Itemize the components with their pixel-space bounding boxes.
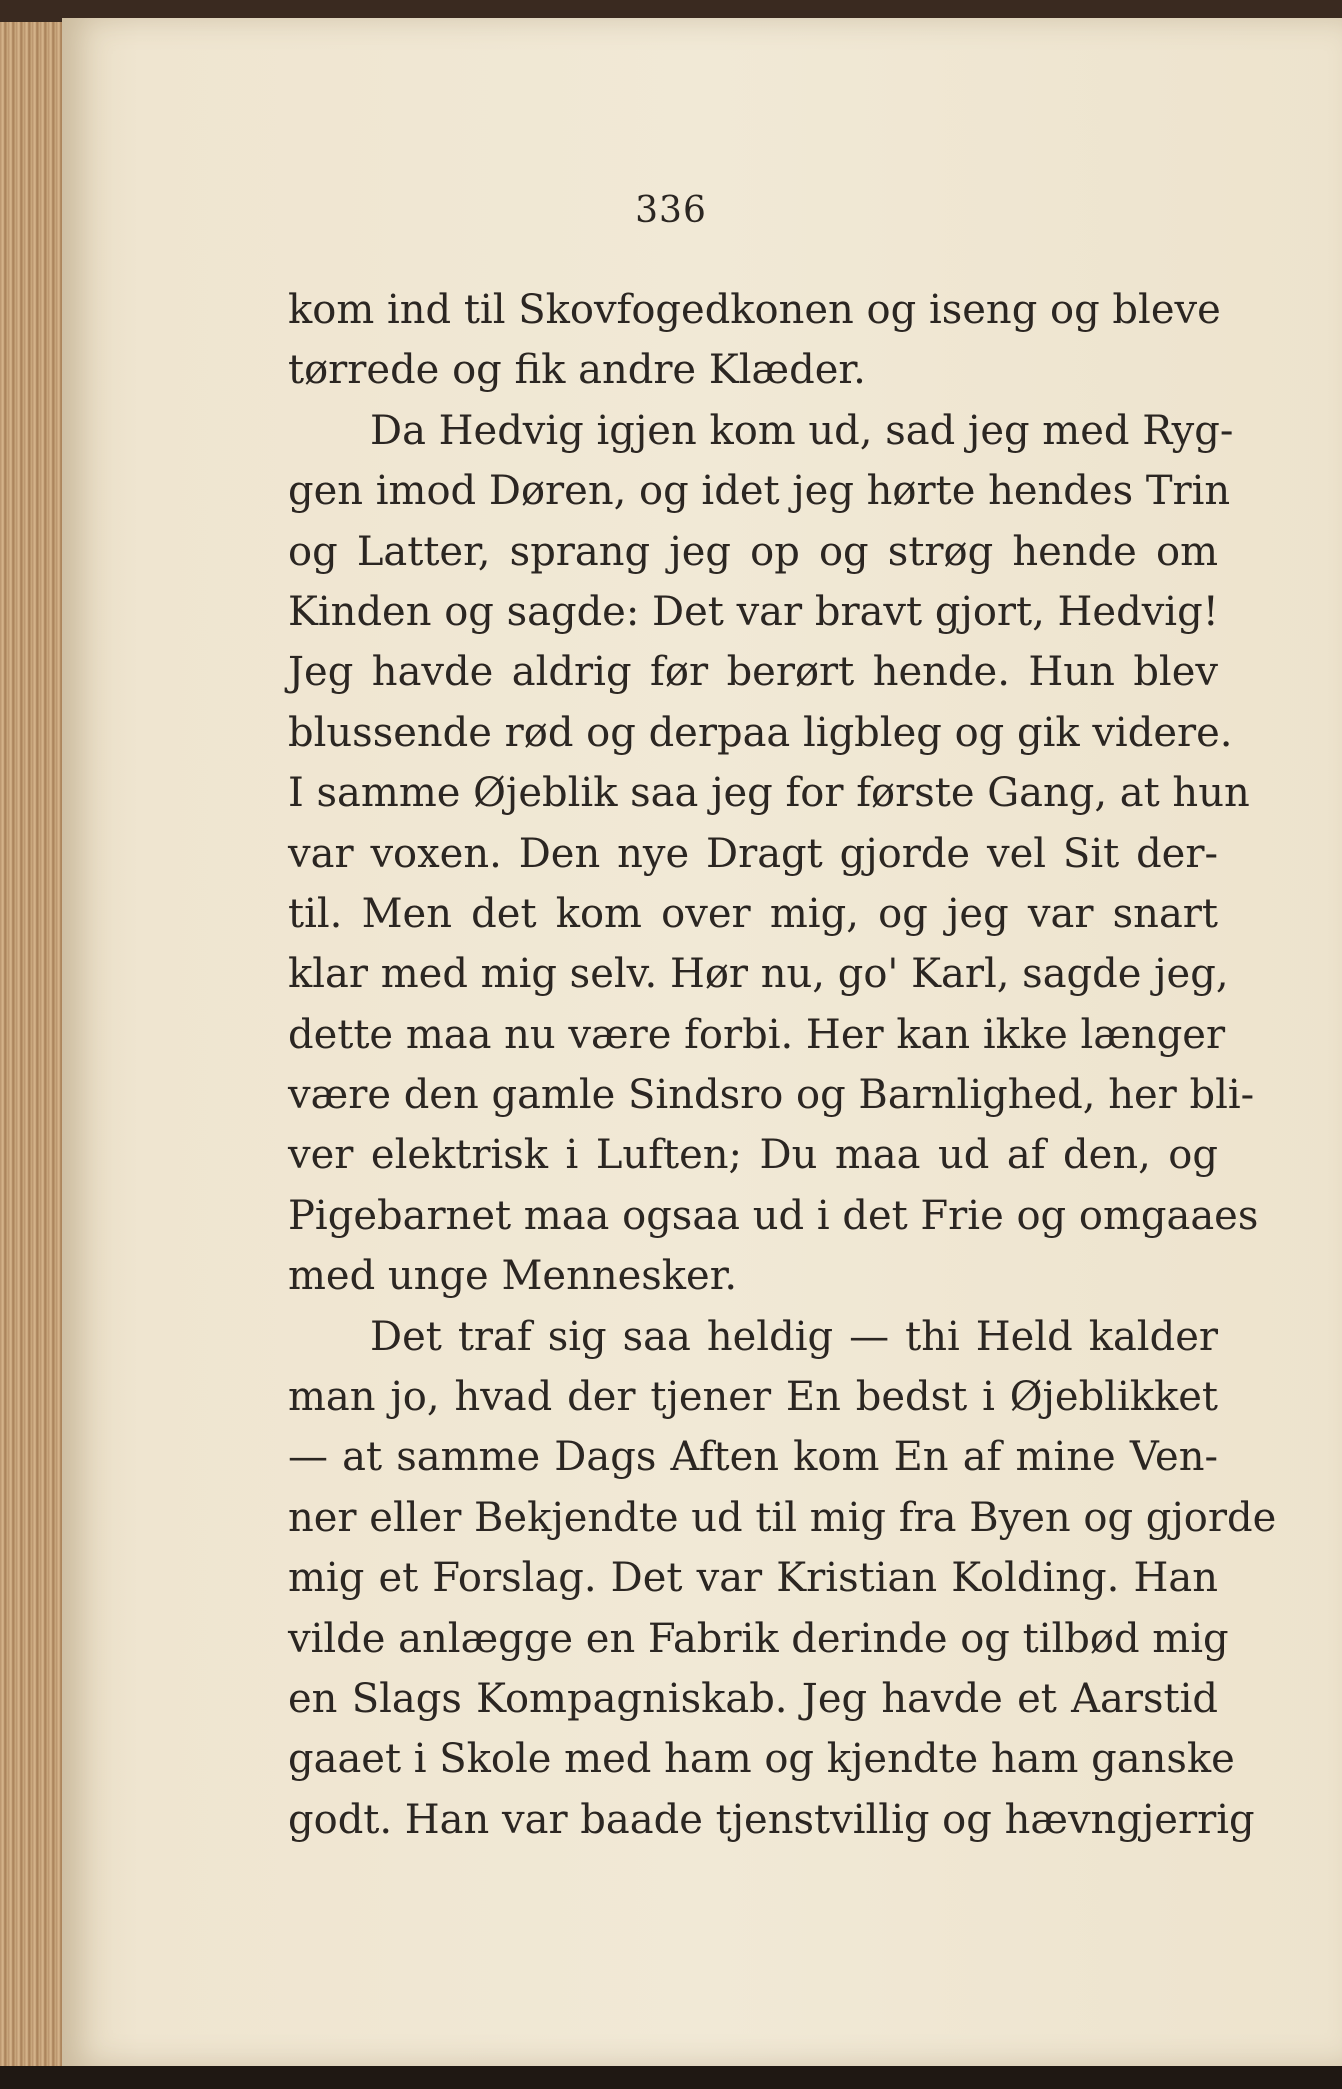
- text-line: ner eller Bekjendte ud til mig fra Byen og gjorde: [288, 1494, 1277, 1541]
- text-line: kom ind til Skovfogedkonen og iseng og bleve: [288, 287, 1221, 333]
- text-line: ver elektrisk i Luften; Du maa ud af den, og: [288, 1132, 1218, 1179]
- text-line: godt. Han var baade tjenstvillig og hævngjerrig: [288, 1796, 1255, 1843]
- page-number: 336: [635, 190, 707, 231]
- text-line: være den gamle Sindsro og Barnlighed, her bli-: [288, 1072, 1255, 1119]
- text-line: til. Men det kom over mig, og jeg var snart: [288, 890, 1218, 937]
- text-line: man jo, hvad der tjener En bedst i Øjeblikket: [288, 1374, 1218, 1421]
- text-line: en Slags Kompagniskab. Jeg havde et Aarstid: [288, 1675, 1218, 1722]
- text-line: vilde anlægge en Fabrik derinde og tilbød mig: [288, 1615, 1229, 1662]
- text-line: var voxen. Den nye Dragt gjorde vel Sit der-: [288, 830, 1218, 877]
- text-line: gen imod Døren, og idet jeg hørte hendes Trin: [288, 468, 1231, 515]
- text-line: og Latter, sprang jeg op og strøg hende om: [288, 528, 1218, 575]
- text-line: tørrede og fik andre Klæder.: [288, 347, 866, 394]
- text-line: dette maa nu være forbi. Her kan ikke længer: [288, 1011, 1226, 1058]
- text-line: Da Hedvig igjen kom ud, sad jeg med Ryg-: [370, 407, 1234, 454]
- text-line: Pigebarnet maa ogsaa ud i det Frie og omgaaes: [288, 1192, 1259, 1239]
- text-line: Jeg havde aldrig før berørt hende. Hun blev: [288, 649, 1218, 696]
- text-line: mig et Forslag. Det var Kristian Kolding. Han: [288, 1555, 1218, 1602]
- body-text: [288, 280, 1277, 1850]
- text-line: blussende rød og derpaa ligbleg og gik videre.: [288, 709, 1233, 756]
- bottom-background: [0, 2066, 1342, 2089]
- text-line: Det traf sig saa heldig — thi Held kalder: [370, 1313, 1218, 1360]
- text-line: klar med mig selv. Hør nu, go' Karl, sagde jeg,: [288, 951, 1229, 998]
- text-line: med unge Mennesker.: [288, 1253, 738, 1300]
- text-line: gaaet i Skole med ham og kjendte ham ganske: [288, 1736, 1235, 1783]
- text-line: — at samme Dags Aften kom En af mine Ven-: [288, 1434, 1218, 1481]
- text-line: I samme Øjeblik saa jeg for første Gang, at hun: [288, 770, 1250, 817]
- text-line: Kinden og sagde: Det var bravt gjort, Hedvig!: [288, 588, 1219, 635]
